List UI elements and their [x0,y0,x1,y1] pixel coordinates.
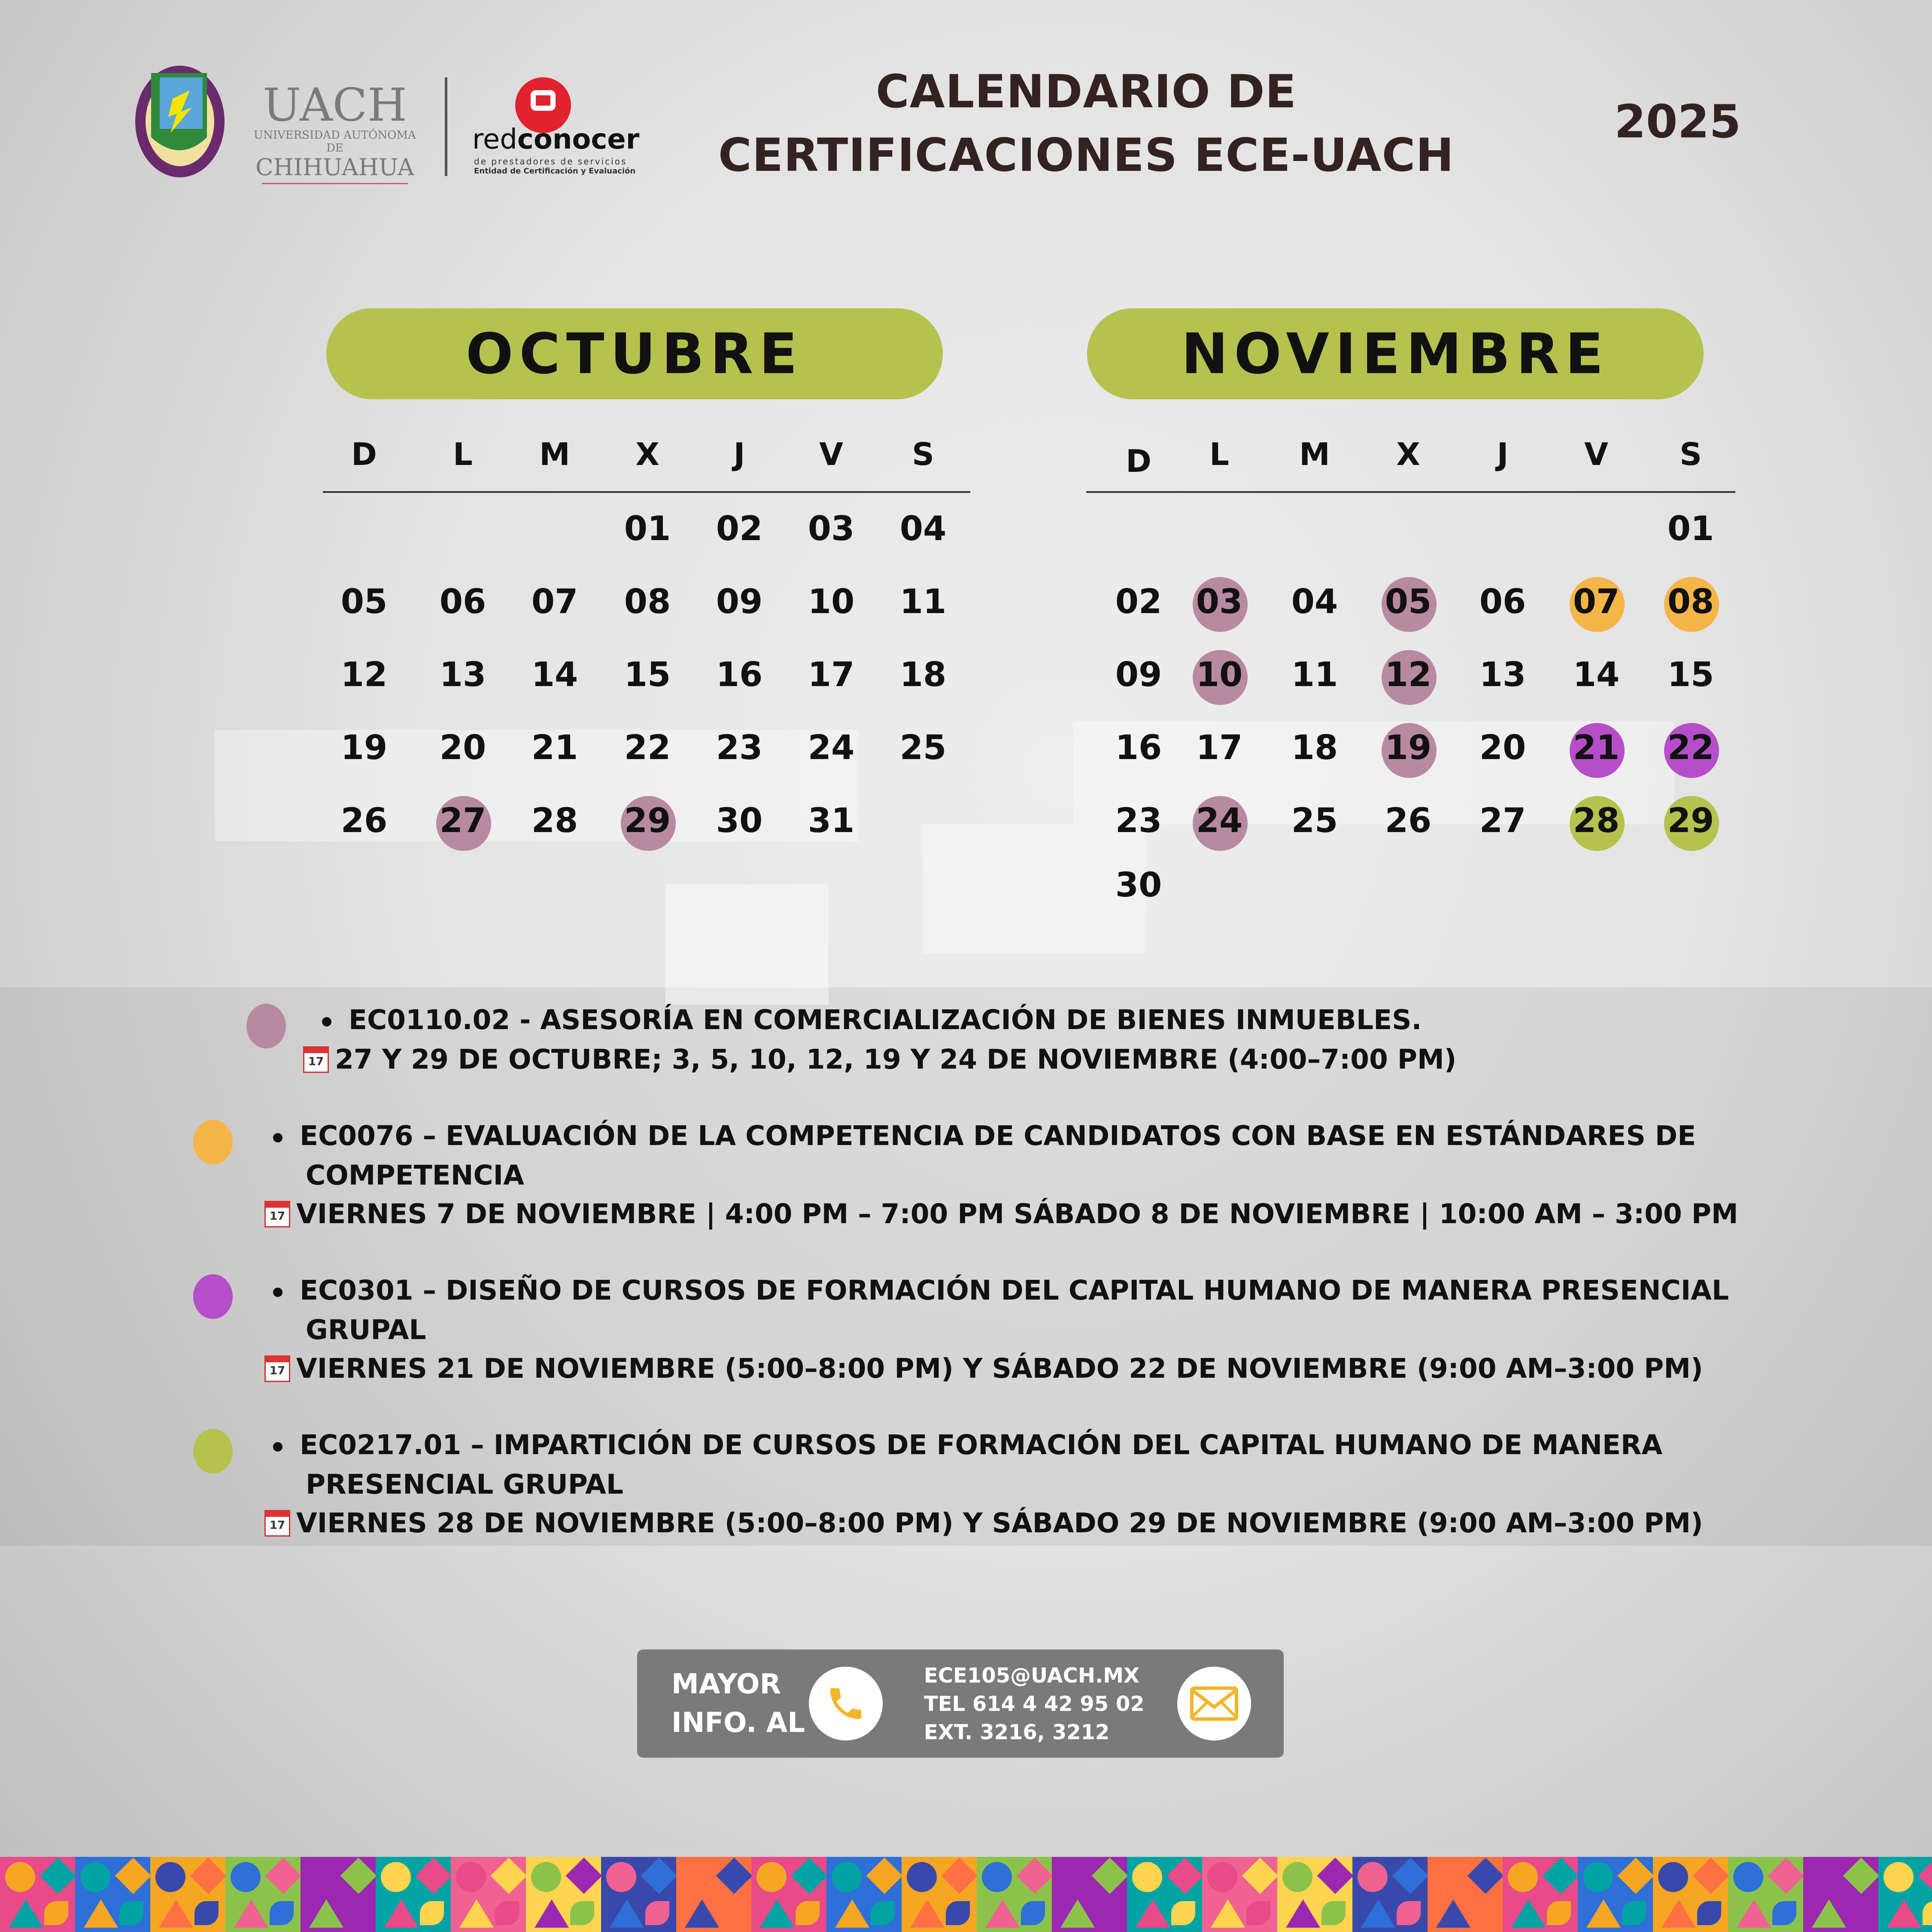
weekday-header: L [453,436,473,472]
legend-item-1 [322,1000,1422,1040]
calendar-day[interactable]: 19 [1385,729,1432,767]
legend-item-4 [273,1425,1662,1504]
calendar-day: 27 [1479,802,1526,840]
contact-email[interactable]: ECE105@UACH.MX [924,1664,1140,1688]
calendar-icon: 17 [264,1355,290,1382]
calendar-day: 09 [1115,656,1162,694]
bullet-icon [273,1442,283,1452]
weekday-header: X [635,436,659,472]
calendar-day: 19 [340,729,388,767]
calendar-day: 20 [1479,729,1526,767]
bullet-icon [322,1017,331,1027]
pattern-tile [1578,1857,1653,1932]
legend-item-3 [273,1271,1729,1350]
pattern-tile [676,1857,751,1932]
calendar-day: 16 [716,656,763,694]
contact-box [637,1649,1284,1758]
calendar-day[interactable]: 05 [1385,583,1432,621]
weekday-header: L [1209,436,1229,472]
pattern-tile [1277,1857,1352,1932]
calendar-day: 20 [439,729,486,767]
weekday-header: V [1584,436,1608,472]
decorative-footer-pattern [0,1857,1932,1932]
weekday-header: D [351,436,377,472]
calendar-icon: 17 [264,1201,290,1227]
calendar-day: 17 [808,656,855,694]
uach-seal-logo [134,64,226,179]
calendar-icon: 17 [264,1510,290,1537]
month-pill: NOVIEMBRE [1087,308,1704,399]
legend-dot-purple [193,1274,233,1319]
calendar-icon: 17 [303,1046,329,1073]
pattern-tile [751,1857,826,1932]
calendar-day[interactable]: 21 [1573,729,1620,767]
calendar-day: 06 [439,583,486,621]
calendar-day: 18 [899,656,947,694]
calendar-day: 09 [716,583,763,621]
calendar-day[interactable]: 08 [1667,583,1714,621]
calendar-day: 12 [340,656,388,694]
uach-name: UACH [262,79,407,131]
legend-dot-green [193,1429,233,1473]
calendar-day[interactable]: 28 [1573,802,1620,840]
calendar-day: 23 [716,729,763,767]
calendar-day: 08 [624,583,671,621]
calendar-day: 26 [1385,802,1432,840]
calendar-day: 25 [1291,802,1338,840]
red-conocer-logo [472,77,653,176]
pattern-tile [826,1857,902,1932]
calendar-day: 17 [1196,729,1243,767]
legend-title-line1: EC0076 – EVALUACIÓN DE LA COMPETENCIA DE CANDIDATOS CON BASE EN ESTÁNDARES DE [300,1120,1696,1151]
pattern-tile [1728,1857,1803,1932]
calendar-day: 13 [1479,656,1526,694]
contact-info [924,1662,1145,1747]
pattern-tile [75,1857,150,1932]
pattern-tile [150,1857,225,1932]
legend-schedule: VIERNES 7 DE NOVIEMBRE | 4:00 PM – 7:00 PM SÁBADO 8 DE NOVIEMBRE | 10:00 AM – 3:00 PM [296,1198,1738,1230]
calendar-day: 31 [808,802,855,840]
calendar-day: 13 [439,656,486,694]
legend-title: EC0110.02 - ASESORÍA EN COMERCIALIZACIÓN DE BIENES INMUEBLES. [349,1004,1422,1036]
legend-item-2 [273,1116,1696,1195]
weekday-header: V [819,436,843,472]
calendar-day: 01 [1667,510,1714,548]
calendar-day: 30 [716,802,763,840]
pattern-tile [301,1857,376,1932]
calendar-day[interactable]: 07 [1573,583,1620,621]
weekday-header: M [539,436,570,472]
pattern-tile [1352,1857,1428,1932]
legend-schedule: VIERNES 21 DE NOVIEMBRE (5:00–8:00 PM) Y SÁBADO 22 DE NOVIEMBRE (9:00 AM–3:00 PM) [296,1353,1703,1384]
bullet-icon [273,1288,283,1297]
pattern-tile [1878,1857,1932,1932]
weekday-header: D [1126,443,1151,479]
logo-divider [445,77,447,176]
legend-title-line2: PRESENCIAL GRUPAL [306,1469,624,1500]
contact-label [671,1665,805,1742]
pattern-tile [1503,1857,1578,1932]
calendar-day: 14 [531,656,578,694]
pattern-tile [451,1857,526,1932]
calendar-day[interactable]: 29 [624,802,671,840]
calendar-day[interactable]: 27 [439,802,486,840]
phone-icon[interactable] [809,1667,883,1741]
calendar-day: 15 [624,656,671,694]
calendar-day: 05 [340,583,388,621]
legend-schedule-4 [264,1504,1703,1543]
legend-schedule-2 [264,1194,1738,1234]
pattern-tile [376,1857,451,1932]
calendar-day: 30 [1115,866,1162,905]
calendar-day: 15 [1667,656,1714,694]
calendar-day: 07 [531,583,578,621]
calendar-day: 02 [1115,583,1162,621]
calendar-day: 04 [1291,583,1338,621]
calendar-day[interactable]: 29 [1667,802,1714,840]
weekday-header: M [1299,436,1330,472]
red-sub2: Entidad de Certificación y Evaluación [474,167,636,176]
legend-schedule-1 [303,1040,1456,1079]
red-prefix: red [472,124,517,155]
weekday-header: X [1396,436,1420,472]
weekday-header: J [733,436,745,472]
envelope-icon[interactable] [1177,1667,1251,1741]
contact-label-line2: INFO. AL [671,1707,805,1739]
contact-label-line1: MAYOR [671,1668,781,1700]
calendar-day: 26 [340,802,388,840]
legend-title-line1: EC0217.01 – IMPARTICIÓN DE CURSOS DE FORMACIÓN DEL CAPITAL HUMANO DE MANERA [300,1429,1663,1461]
legend-title-line2: GRUPAL [306,1314,426,1346]
uach-underline [262,183,408,184]
calendar-day: 03 [808,510,855,548]
calendar-day[interactable]: 22 [1667,729,1714,767]
calendar-day: 04 [899,510,947,548]
month-pill: OCTUBRE [326,308,943,399]
uach-sub2: CHIHUAHUA [255,154,414,181]
calendar-divider [323,491,970,493]
calendar-day: 25 [899,729,947,767]
page-title [687,60,1485,187]
legend-title-line2: COMPETENCIA [306,1160,524,1191]
weekday-header: S [1680,436,1702,472]
title-line1: CALENDARIO DE [876,65,1297,118]
calendar-day: 11 [899,583,947,621]
calendar-day[interactable]: 12 [1385,656,1432,694]
calendar-day: 28 [531,802,578,840]
legend-schedule-3 [264,1349,1703,1388]
pattern-tile [1127,1857,1202,1932]
uach-logo [249,79,421,184]
pattern-tile [977,1857,1052,1932]
pattern-tile [225,1857,301,1932]
red-sub1: de prestadores de servicios [474,156,627,167]
calendar-day: 16 [1115,729,1162,767]
pattern-tile [601,1857,676,1932]
calendar-day: 06 [1479,583,1526,621]
calendar-day[interactable]: 03 [1196,583,1243,621]
pattern-tile [1428,1857,1503,1932]
legend-schedule: 27 Y 29 DE OCTUBRE; 3, 5, 10, 12, 19 Y 24 DE NOVIEMBRE (4:00–7:00 PM) [335,1044,1457,1075]
year: 2025 [1614,95,1741,148]
pattern-tile [526,1857,601,1932]
uach-sub1: UNIVERSIDAD AUTÓNOMA DE [254,129,416,155]
legend-schedule: VIERNES 28 DE NOVIEMBRE (5:00–8:00 PM) Y SÁBADO 29 DE NOVIEMBRE (9:00 AM–3:00 PM) [296,1507,1703,1539]
calendar-day: 01 [624,510,671,548]
calendar-day: 11 [1291,656,1338,694]
legend-dot-orange [193,1120,233,1164]
pattern-tile [1202,1857,1277,1932]
calendar-day[interactable]: 10 [1196,656,1243,694]
calendar-divider [1086,491,1735,493]
calendar-day: 14 [1573,656,1620,694]
pattern-tile [1052,1857,1127,1932]
calendar-day: 10 [808,583,855,621]
pattern-tile [0,1857,75,1932]
calendar-day: 21 [531,729,578,767]
calendar-day: 23 [1115,802,1162,840]
calendar-day: 22 [624,729,671,767]
calendar-day: 18 [1291,729,1338,767]
pattern-tile [1803,1857,1878,1932]
red-bold: conocer [517,124,640,155]
pattern-tile [902,1857,977,1932]
pattern-tile [1653,1857,1728,1932]
calendar-day[interactable]: 24 [1196,802,1243,840]
weekday-header: S [912,436,934,472]
contact-ext: EXT. 3216, 3212 [924,1720,1110,1744]
legend-title-line1: EC0301 – DISEÑO DE CURSOS DE FORMACIÓN DEL CAPITAL HUMANO DE MANERA PRESENCIAL [300,1275,1729,1306]
contact-tel[interactable]: TEL 614 4 42 95 02 [924,1692,1145,1716]
bullet-icon [273,1133,283,1142]
calendar-day: 24 [808,729,855,767]
weekday-header: J [1497,436,1509,472]
legend-dot-mauve [246,1004,286,1048]
calendar-day: 02 [716,510,763,548]
background-screen [665,884,829,1005]
title-line2: CERTIFICACIONES ECE-UACH [718,129,1455,182]
